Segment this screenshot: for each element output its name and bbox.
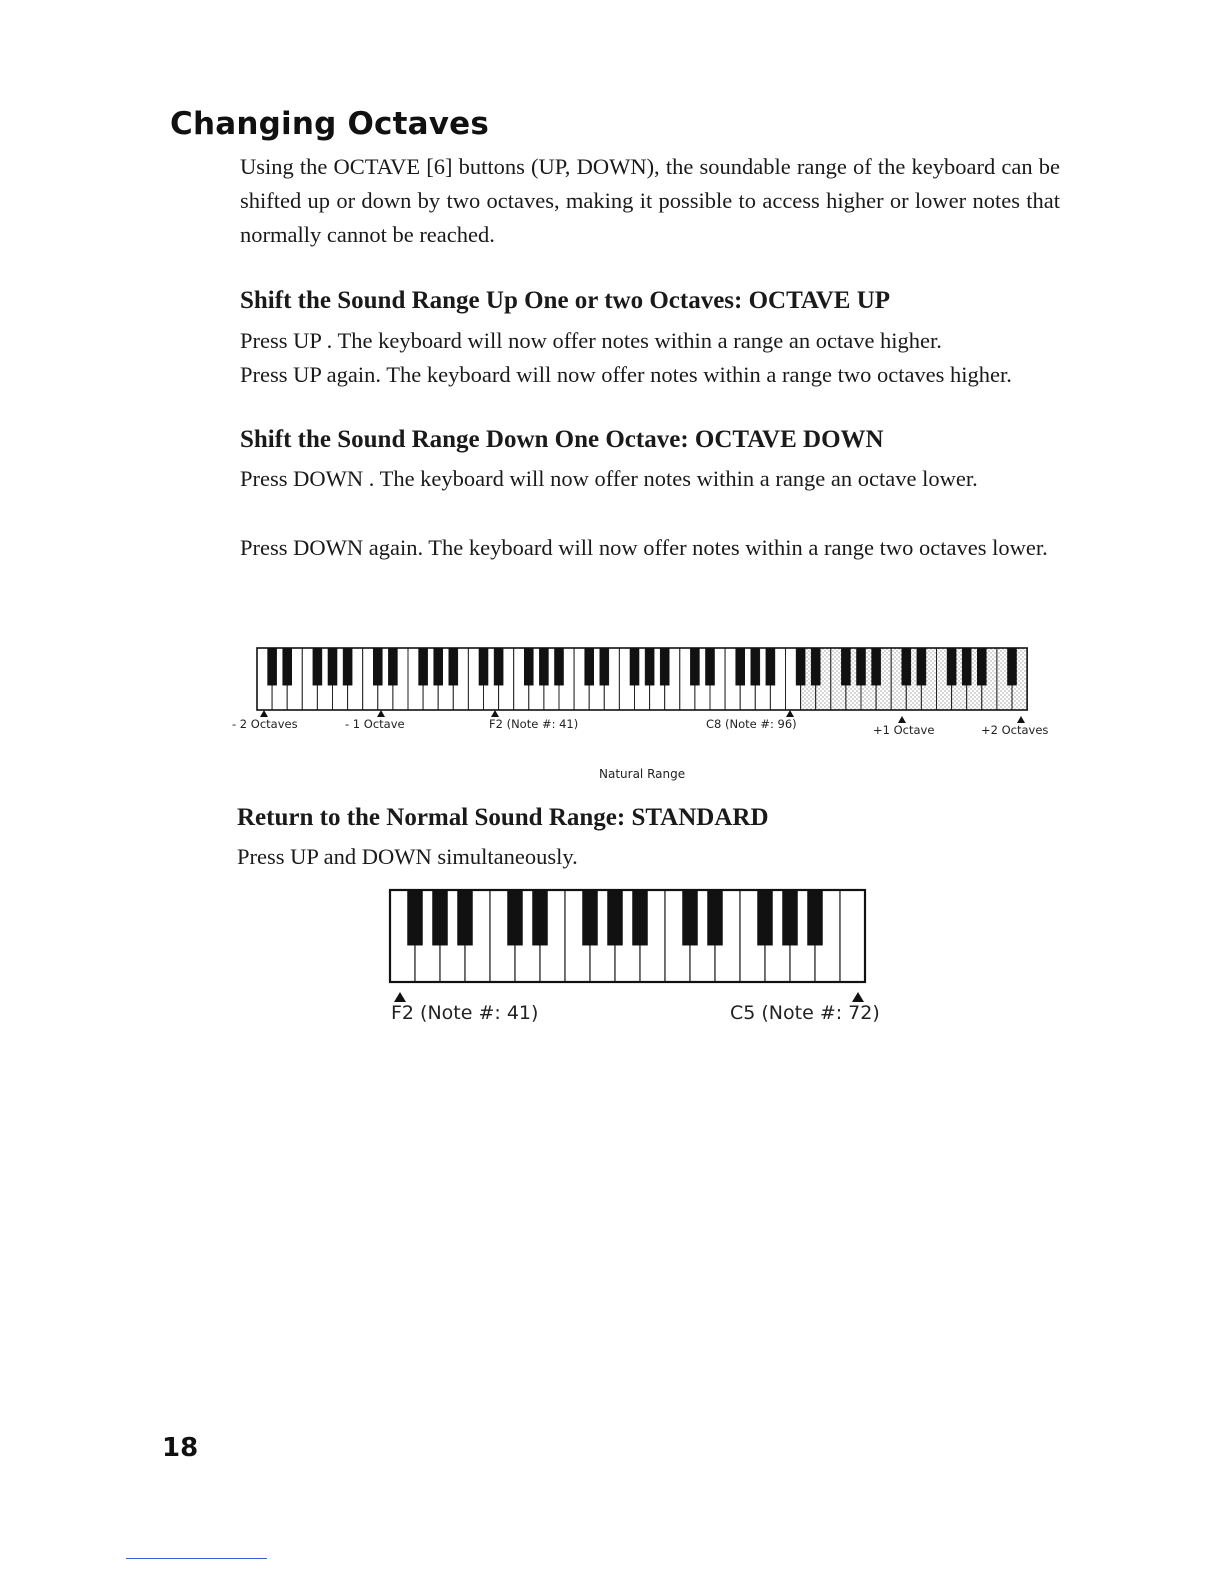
octave-down-heading: Shift the Sound Range Down One Octave: OCTAVE DOWN — [240, 426, 884, 453]
white-keys — [257, 648, 1027, 710]
marker-arrow-icon — [260, 710, 268, 717]
marker-arrow-icon — [898, 716, 906, 723]
marker-label: F2 (Note #: 41) — [391, 1002, 539, 1024]
black-key — [856, 648, 865, 685]
marker-arrow-icon — [377, 710, 385, 717]
extended-range-keyboard — [256, 646, 1030, 712]
black-key — [962, 648, 971, 685]
black-key — [796, 648, 805, 685]
black-key — [783, 890, 798, 945]
octave-down-step-1: Press DOWN . The keyboard will now offer notes within a range an octave lower. — [240, 466, 978, 491]
octave-up-step-1: Press UP . The keyboard will now offer notes within a range an octave higher. — [240, 328, 942, 353]
black-key — [283, 648, 292, 685]
black-key — [600, 648, 609, 685]
marker-arrow-icon — [1017, 716, 1025, 723]
black-key — [433, 890, 448, 945]
black-key — [554, 648, 563, 685]
black-key — [808, 890, 823, 945]
black-key — [751, 648, 760, 685]
black-key — [388, 648, 397, 685]
bottom-rule — [126, 1558, 267, 1559]
black-key — [758, 890, 773, 945]
black-key — [660, 648, 669, 685]
marker-label: C5 (Note #: 72) — [730, 1002, 880, 1024]
marker-label: C8 (Note #: 96) — [706, 717, 797, 731]
black-key — [608, 890, 623, 945]
octave-up-step-2: Press UP again. The keyboard will now offer notes within a range two octaves higher. — [240, 362, 1012, 387]
marker-minus-2-octaves — [232, 710, 298, 731]
black-key — [328, 648, 337, 685]
white-key — [840, 890, 865, 982]
marker-plus-1-octave — [873, 716, 934, 737]
black-key — [508, 890, 523, 945]
marker-c8 — [706, 710, 797, 731]
intro-paragraph: Using the OCTAVE [6] buttons (UP, DOWN), the soundable range of the keyboard can be shifted up or down by two octaves, making it possible to access higher or lower notes that normally cannot be reached. — [240, 154, 1060, 247]
black-key — [841, 648, 850, 685]
black-key — [434, 648, 443, 685]
page-number: 18 — [162, 1433, 199, 1463]
black-key — [458, 890, 473, 945]
natural-range-caption: Natural Range — [599, 767, 686, 781]
black-key — [708, 890, 723, 945]
standard-step-1: Press UP and DOWN simultaneously. — [237, 844, 578, 869]
black-keys — [408, 890, 823, 945]
black-key — [947, 648, 956, 685]
black-key — [917, 648, 926, 685]
black-key — [872, 648, 881, 685]
marker-f2-standard — [391, 992, 538, 1024]
marker-label: +2 Octaves — [981, 723, 1049, 737]
marker-minus-1-octave — [345, 710, 405, 731]
black-key — [494, 648, 503, 685]
black-key — [902, 648, 911, 685]
marker-plus-2-octaves — [981, 716, 1048, 737]
black-key — [524, 648, 533, 685]
page-title: Changing Octaves — [170, 106, 490, 142]
standard-heading: Return to the Normal Sound Range: STANDARD — [237, 804, 769, 831]
marker-label: - 1 Octave — [345, 717, 405, 731]
black-key — [479, 648, 488, 685]
marker-arrow-icon — [491, 710, 499, 717]
black-key — [977, 648, 986, 685]
black-key — [583, 890, 598, 945]
marker-c5-standard — [730, 992, 880, 1024]
black-key — [705, 648, 714, 685]
black-key — [645, 648, 654, 685]
black-key — [539, 648, 548, 685]
black-key — [1007, 648, 1016, 685]
octave-up-heading: Shift the Sound Range Up One or two Octaves: OCTAVE UP — [240, 287, 891, 314]
marker-arrow-icon — [786, 710, 794, 717]
black-key — [736, 648, 745, 685]
marker-label: - 2 Octaves — [232, 717, 298, 731]
marker-label: F2 (Note #: 41) — [489, 717, 579, 731]
black-key — [343, 648, 352, 685]
black-key — [373, 648, 382, 685]
black-key — [633, 890, 648, 945]
marker-f2 — [489, 710, 578, 731]
standard-range-keyboard — [388, 888, 872, 986]
black-key — [585, 648, 594, 685]
black-key — [811, 648, 820, 685]
marker-arrow-icon — [852, 992, 864, 1002]
black-key — [419, 648, 428, 685]
black-key — [449, 648, 458, 685]
black-key — [408, 890, 423, 945]
marker-arrow-icon — [394, 992, 406, 1002]
marker-label: +1 Octave — [873, 723, 935, 737]
black-key — [313, 648, 322, 685]
black-key — [766, 648, 775, 685]
black-key — [630, 648, 639, 685]
black-key — [268, 648, 277, 685]
octave-down-step-2: Press DOWN again. The keyboard will now offer notes within a range two octaves lower. — [240, 535, 1048, 560]
black-key — [690, 648, 699, 685]
black-key — [683, 890, 698, 945]
black-key — [533, 890, 548, 945]
